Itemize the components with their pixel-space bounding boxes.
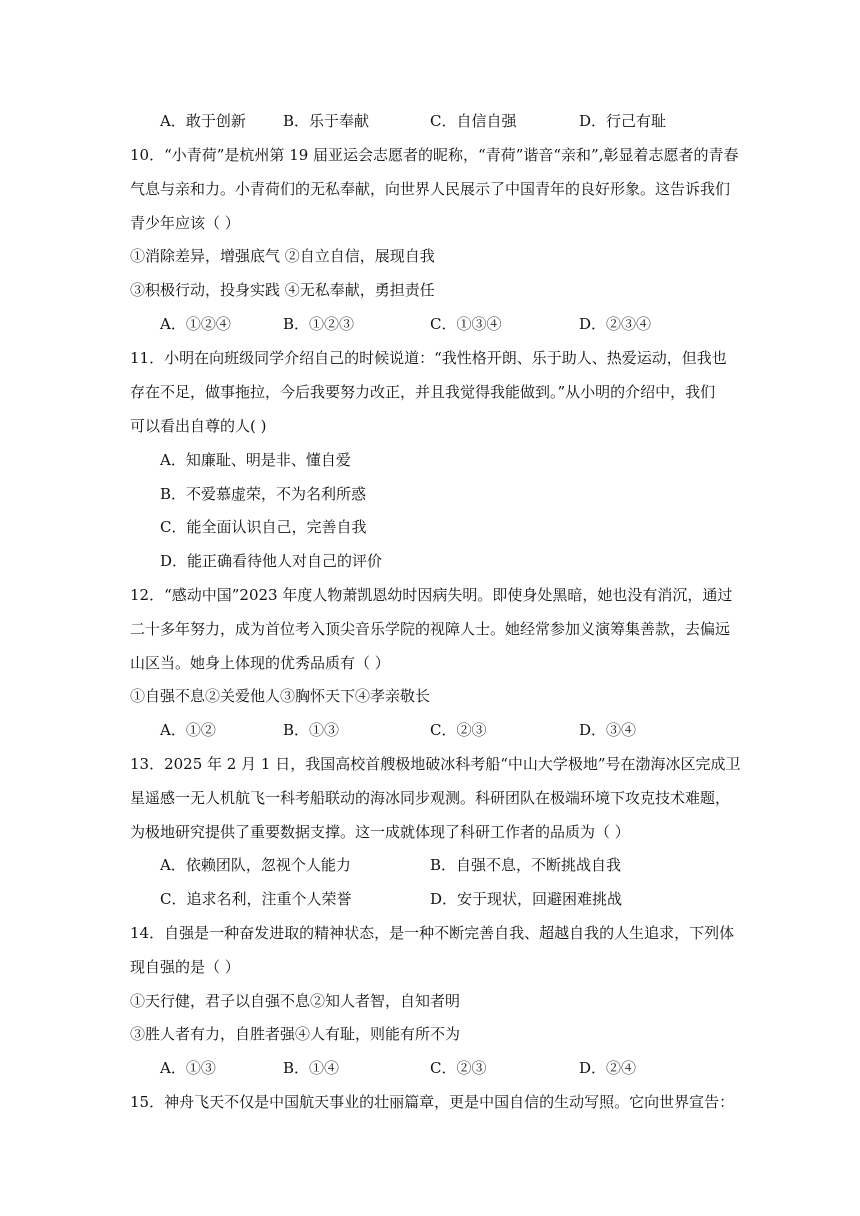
q12-option-a[interactable]: A．①② xyxy=(160,721,216,739)
q14-statement: ③胜人者有力，自胜者强④人有耻，则能有所不为 xyxy=(130,1025,461,1043)
q10-stem-line: 气息与亲和力。小青荷们的无私奉献，向世界人民展示了中国青年的良好形象。这告诉我们 xyxy=(130,180,731,198)
q12-stem-line: 12．“感动中国”2023 年度人物萧凯恩幼时因病失明。即使身处黑暗，她也没有消沉，通过 xyxy=(130,586,733,604)
q10-option-c[interactable]: C．①③④ xyxy=(430,315,502,333)
q9-option-d[interactable]: D．行己有耻 xyxy=(579,112,667,130)
q12-statement: ①自强不息②关爱他人③胸怀天下④孝亲敬长 xyxy=(130,687,431,705)
q10-statement: ①消除差异，增强底气 ②自立自信，展现自我 xyxy=(130,247,435,265)
q10-statement: ③积极行动，投身实践 ④无私奉献，勇担责任 xyxy=(130,281,435,299)
q12-option-c[interactable]: C．②③ xyxy=(430,721,487,739)
q9-option-c[interactable]: C．自信自强 xyxy=(430,112,517,130)
q13-stem-line: 为极地研究提供了重要数据支撑。这一成就体现了科研工作者的品质为（ ） xyxy=(130,823,630,841)
q13-option-b[interactable]: B．自强不息，不断挑战自我 xyxy=(430,856,622,874)
q14-statement: ①天行健，君子以自强不息②知人者智，自知者明 xyxy=(130,992,461,1010)
q13-option-a[interactable]: A．依赖团队，忽视个人能力 xyxy=(160,856,351,874)
q11-option-d[interactable]: D．能正确看待他人对自己的评价 xyxy=(160,552,383,570)
q9-options xyxy=(160,111,742,131)
q9-option-b[interactable]: B．乐于奉献 xyxy=(283,112,370,130)
q14-stem-line: 14．自强是一种奋发进取的精神状态，是一种不断完善自我、超越自我的人生追求，下列体 xyxy=(130,924,735,942)
q10-stem-line: 青少年应该（ ） xyxy=(130,214,240,232)
q10-stem-line: 10．“小青荷”是杭州第 19 届亚运会志愿者的昵称，“青荷”谐音“亲和”,彰显着志愿者的青春 xyxy=(130,146,739,164)
q14-option-c[interactable]: C．②③ xyxy=(430,1059,487,1077)
q9-option-a[interactable]: A．敢于创新 xyxy=(160,112,246,130)
q10-option-d[interactable]: D．②③④ xyxy=(579,315,652,333)
q14-option-a[interactable]: A．①③ xyxy=(160,1059,216,1077)
q11-stem-line: 11．小明在向班级同学介绍自己的时候说道：“我性格开朗、乐于助人、热爱运动，但我也 xyxy=(130,349,727,367)
q14-option-b[interactable]: B．①④ xyxy=(283,1059,340,1077)
q15-stem-line: 15．神舟飞天不仅是中国航天事业的壮丽篇章，更是中国自信的生动写照。它向世界宣告： xyxy=(130,1093,735,1111)
q13-stem-line: 星遥感一无人机航飞一科考船联动的海冰同步观测。科研团队在极端环境下攻克技术难题， xyxy=(130,789,731,807)
q12-option-b[interactable]: B．①③ xyxy=(283,721,340,739)
q11-stem-line: 存在不足，做事拖拉，今后我要努力改正，并且我觉得我能做到。”从小明的介绍中，我们 xyxy=(130,383,716,401)
q14-option-d[interactable]: D．②④ xyxy=(579,1059,637,1077)
q11-stem-line: 可以看出自尊的人( ) xyxy=(130,417,267,435)
q10-option-b[interactable]: B．①②③ xyxy=(283,315,355,333)
q10-options xyxy=(160,314,742,334)
q12-stem-line: 山区当。她身上体现的优秀品质有（ ） xyxy=(130,654,390,672)
q12-stem-line: 二十多年努力，成为首位考入顶尖音乐学院的视障人士。她经常参加义演筹集善款，去偏远 xyxy=(130,620,731,638)
q13-option-c[interactable]: C．追求名利，注重个人荣誉 xyxy=(160,890,352,908)
q11-option-a[interactable]: A．知廉耻、明是非、懂自爱 xyxy=(160,451,351,469)
q13-option-d[interactable]: D．安于现状，回避困难挑战 xyxy=(430,890,623,908)
q13-options-row2 xyxy=(160,889,742,909)
q11-option-c[interactable]: C．能全面认识自己，完善自我 xyxy=(160,518,367,536)
q13-stem-line: 13．2025 年 2 月 1 日，我国高校首艘极地破冰科考船“中山大学极地”号在渤海冰区完成卫 xyxy=(130,755,741,773)
q14-stem-line: 现自强的是（ ） xyxy=(130,958,240,976)
q13-options-row1 xyxy=(160,855,742,875)
q10-option-a[interactable]: A．①②④ xyxy=(160,315,231,333)
q14-options xyxy=(160,1058,742,1078)
q12-option-d[interactable]: D．③④ xyxy=(579,721,637,739)
q12-options xyxy=(160,720,742,740)
q11-option-b[interactable]: B．不爱慕虚荣，不为名利所惑 xyxy=(160,485,367,503)
